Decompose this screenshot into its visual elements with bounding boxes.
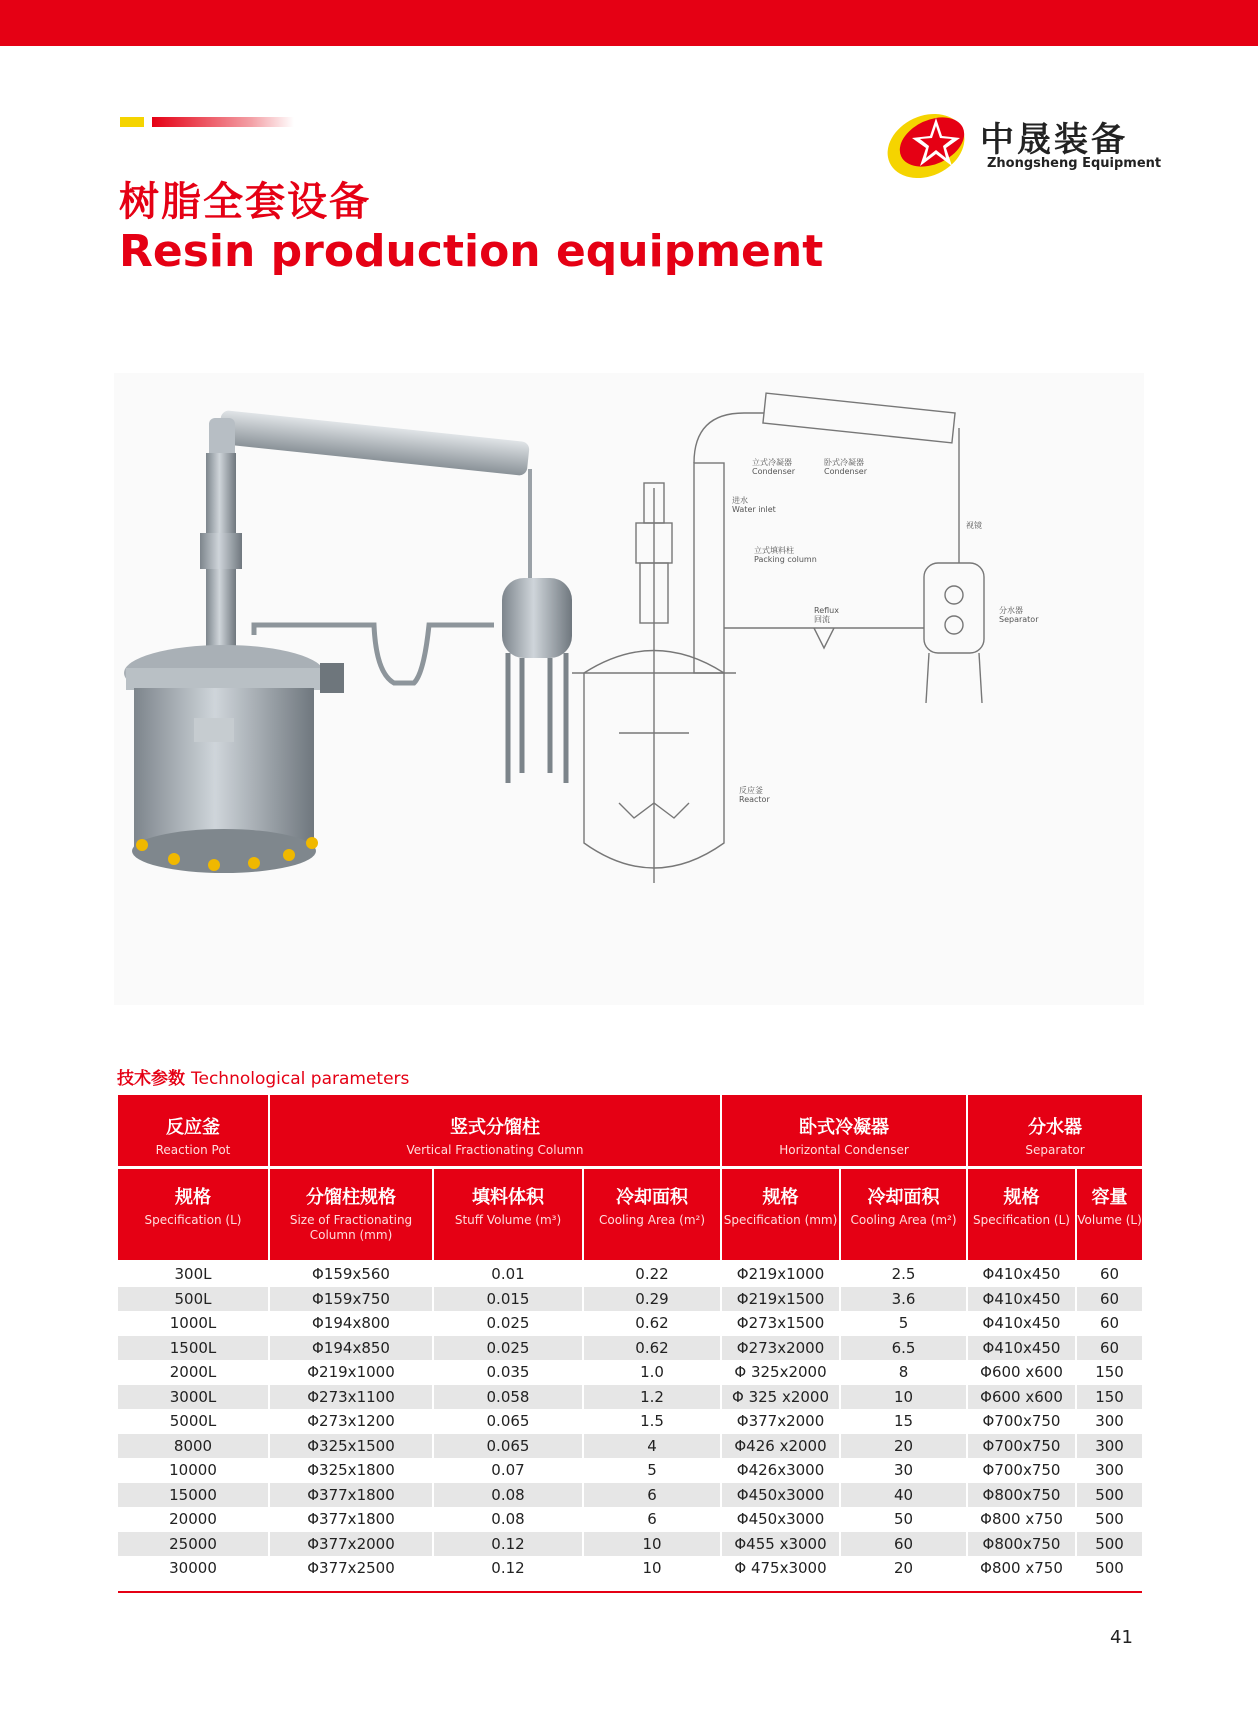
table-cell: 4: [583, 1434, 721, 1459]
table-cell: Φ700x750: [967, 1434, 1076, 1459]
table-cell: 8: [840, 1360, 967, 1385]
table-cell: 2.5: [840, 1260, 967, 1287]
table-cell: 1.2: [583, 1385, 721, 1410]
table-cell: 60: [840, 1532, 967, 1557]
table-cell: Φ800x750: [967, 1483, 1076, 1508]
table-cell: Φ325x1500: [269, 1434, 433, 1459]
table-cell: 60: [1076, 1287, 1142, 1312]
table-cell: 15000: [118, 1483, 269, 1508]
table-cell: Φ700x750: [967, 1458, 1076, 1483]
table-cell: 500L: [118, 1287, 269, 1312]
table-row: [118, 1360, 1142, 1385]
table-cell: Φ 475x3000: [721, 1556, 840, 1581]
label-condenser-horizontal-en: Condenser: [824, 467, 867, 476]
column-header: 填料体积 Stuff Volume (m³): [433, 1168, 583, 1261]
table-cell: 300: [1095, 1412, 1124, 1431]
table-cell: 10: [583, 1556, 721, 1581]
table-cell: Φ377x1800: [269, 1507, 433, 1532]
table-cell: Φ159x750: [269, 1287, 433, 1312]
table-cell: Φ800 x750: [967, 1507, 1076, 1532]
table-cell: 500: [1076, 1532, 1142, 1557]
table-cell: Φ325x1800: [269, 1458, 433, 1483]
table-cell: 0.08: [433, 1483, 583, 1508]
logo-emblem-icon: [880, 104, 976, 184]
table-cell: 0.12: [433, 1532, 583, 1557]
table-row: [118, 1556, 1142, 1581]
label-water-inlet-en: Water inlet: [732, 505, 776, 514]
params-heading-en: Technological parameters: [191, 1069, 410, 1089]
table-cell: Φ273x1100: [269, 1385, 433, 1410]
table-cell: Φ455 x3000: [721, 1532, 840, 1557]
label-reflux-en: Reflux: [814, 606, 839, 615]
table-cell: Φ219x1000: [269, 1360, 433, 1385]
table-row: [118, 1434, 1142, 1459]
table-cell: 150: [1076, 1385, 1142, 1410]
table-cell: 10000: [118, 1458, 269, 1483]
decor-red-gradient-bar: [152, 117, 294, 127]
table-cell: Φ410x450: [967, 1260, 1076, 1287]
table-cell: Φ600 x600: [967, 1385, 1076, 1410]
label-reactor-en: Reactor: [739, 795, 770, 804]
top-banner: [0, 0, 1258, 46]
label-separator-en: Separator: [999, 615, 1039, 624]
table-cell: 6: [583, 1483, 721, 1508]
table-row: [118, 1532, 1142, 1557]
table-cell: 5: [840, 1311, 967, 1336]
table-cell: 0.07: [433, 1458, 583, 1483]
table-cell: 50: [840, 1507, 967, 1532]
table-cell: 0.065: [433, 1434, 583, 1459]
table-cell: 500: [1076, 1483, 1142, 1508]
table-cell: 60: [1099, 1265, 1120, 1284]
group-header-reaction-pot: 反应釜 Reaction Pot: [118, 1095, 269, 1168]
table-cell: Φ377x2000: [269, 1532, 433, 1557]
table-row: [118, 1336, 1142, 1361]
label-reflux: 回流: [814, 615, 830, 624]
table-cell: 1.5: [583, 1409, 721, 1434]
table-cell: 5: [583, 1458, 721, 1483]
table-row: [118, 1409, 1142, 1434]
group-header-fractionating-column: 竖式分馏柱 Vertical Fractionating Column: [269, 1095, 721, 1168]
table-cell: Φ426 x2000: [721, 1434, 840, 1459]
table-cell: 30: [840, 1458, 967, 1483]
table-cell: Φ410x450: [967, 1311, 1076, 1336]
label-separator: 分水器: [999, 606, 1023, 615]
table-cell: 0.025: [433, 1311, 583, 1336]
table-cell: Φ600 x600: [967, 1360, 1076, 1385]
table-cell: Φ377x2500: [269, 1556, 433, 1581]
table-cell: 500: [1095, 1559, 1124, 1578]
table-cell: 15: [840, 1409, 967, 1434]
table-cell: 40: [840, 1483, 967, 1508]
table-cell: 0.12: [433, 1556, 583, 1581]
table-cell: Φ450x3000: [721, 1483, 840, 1508]
table-cell: 150: [1095, 1363, 1124, 1382]
table-cell: 1500L: [118, 1336, 269, 1361]
table-cell: Φ800 x750: [967, 1556, 1076, 1581]
label-condenser-vertical: 立式冷凝器: [752, 458, 792, 467]
table-cell: Φ800x750: [967, 1532, 1076, 1557]
table-cell: Φ377x2000: [721, 1409, 840, 1434]
logo-name-cn: 中晟装备: [980, 120, 1128, 160]
label-water-inlet: 进水: [732, 496, 748, 505]
table-cell: 10: [840, 1385, 967, 1410]
column-header: 分馏柱规格 Size of Fractionating Column (mm): [269, 1168, 433, 1261]
column-header: 规格 Specification (mm): [721, 1168, 840, 1261]
table-cell: 20: [840, 1434, 967, 1459]
table-cell: Φ 325x2000: [721, 1360, 840, 1385]
table-cell: Φ450x3000: [721, 1507, 840, 1532]
table-cell: 0.01: [433, 1260, 583, 1287]
table-cell: 1000L: [118, 1311, 269, 1336]
table-cell: 0.058: [433, 1385, 583, 1410]
table-cell: Φ219x1500: [721, 1287, 840, 1312]
column-header: 规格 Specification (L): [967, 1168, 1076, 1261]
table-bottom-rule: [118, 1591, 1142, 1593]
group-header-separator: 分水器 Separator: [967, 1095, 1142, 1168]
table-cell: Φ273x2000: [721, 1336, 840, 1361]
table-cell: 500: [1095, 1510, 1124, 1529]
table-cell: Φ194x850: [269, 1336, 433, 1361]
table-cell: 20: [840, 1556, 967, 1581]
label-condenser-horizontal: 卧式冷凝器: [824, 458, 864, 467]
page-title-cn: 树脂全套设备: [119, 179, 371, 225]
table-cell: Φ273x1500: [721, 1311, 840, 1336]
table-cell: 20000: [118, 1507, 269, 1532]
table-cell: 0.015: [433, 1287, 583, 1312]
label-packing-column: 立式填料柱: [754, 546, 794, 555]
table-cell: Φ426x3000: [721, 1458, 840, 1483]
table-cell: 60: [1076, 1336, 1142, 1361]
table-row: [118, 1483, 1142, 1508]
table-cell: 300: [1076, 1434, 1142, 1459]
column-header: 冷却面积 Cooling Area (m²): [840, 1168, 967, 1261]
table-row: [118, 1385, 1142, 1410]
label-sight-glass: 视镜: [966, 521, 982, 530]
table-row: [118, 1507, 1142, 1532]
product-figure: [114, 373, 1144, 1005]
decor-yellow-bar: [120, 117, 144, 127]
params-heading-cn: 技术参数: [117, 1069, 185, 1089]
table-cell: 2000L: [118, 1360, 269, 1385]
column-header: 规格 Specification (L): [118, 1168, 269, 1261]
table-cell: Φ700x750: [967, 1409, 1076, 1434]
table-cell: 0.29: [583, 1287, 721, 1312]
table-cell: 10: [583, 1532, 721, 1557]
column-header: 冷却面积 Cooling Area (m²): [583, 1168, 721, 1261]
table-cell: 30000: [118, 1556, 269, 1581]
table-column-header-row: [118, 1168, 1142, 1261]
equipment-illustration: [114, 373, 1144, 1005]
logo-name-en: Zhongsheng Equipment: [987, 156, 1162, 171]
equipment-photo: [124, 410, 572, 873]
page-number: 41: [1110, 1627, 1133, 1648]
table-row: [118, 1287, 1142, 1312]
table-cell: 60: [1099, 1314, 1120, 1333]
label-packing-column-en: Packing column: [754, 555, 817, 564]
params-heading: [117, 1064, 409, 1089]
table-cell: 0.025: [433, 1336, 583, 1361]
table-cell: 300: [1095, 1461, 1124, 1480]
table-cell: 8000: [118, 1434, 269, 1459]
table-cell: Φ273x1200: [269, 1409, 433, 1434]
table-cell: 0.08: [433, 1507, 583, 1532]
table-cell: Φ219x1000: [721, 1260, 840, 1287]
table-cell: 0.62: [583, 1311, 721, 1336]
table-cell: 3.6: [840, 1287, 967, 1312]
table-cell: Φ377x1800: [269, 1483, 433, 1508]
table-cell: Φ410x450: [967, 1336, 1076, 1361]
table-cell: 3000L: [118, 1385, 269, 1410]
table-cell: 0.22: [583, 1260, 721, 1287]
table-cell: Φ159x560: [269, 1260, 433, 1287]
table-cell: 6: [583, 1507, 721, 1532]
table-cell: Φ194x800: [269, 1311, 433, 1336]
page-title-en: Resin production equipment: [119, 226, 824, 277]
table-cell: Φ 325 x2000: [721, 1385, 840, 1410]
column-header: 容量 Volume (L): [1076, 1168, 1142, 1261]
table-cell: 5000L: [118, 1409, 269, 1434]
table-body: [118, 1260, 1142, 1581]
table-cell: Φ410x450: [967, 1287, 1076, 1312]
table-cell: 0.62: [583, 1336, 721, 1361]
table-group-header-row: [118, 1095, 1142, 1168]
group-header-horizontal-condenser: 卧式冷凝器 Horizontal Condenser: [721, 1095, 967, 1168]
table-cell: 300L: [118, 1260, 269, 1287]
table-cell: 6.5: [840, 1336, 967, 1361]
table-cell: 0.065: [433, 1409, 583, 1434]
table-cell: 1.0: [583, 1360, 721, 1385]
technical-parameters-table: [118, 1095, 1142, 1581]
brand-logo: [880, 104, 1160, 184]
label-reactor: 反应釜: [739, 786, 763, 795]
table-row: [118, 1260, 1142, 1287]
table-cell: 25000: [118, 1532, 269, 1557]
table-row: [118, 1458, 1142, 1483]
label-condenser-vertical-en: Condenser: [752, 467, 795, 476]
table-row: [118, 1311, 1142, 1336]
table-cell: 0.035: [433, 1360, 583, 1385]
